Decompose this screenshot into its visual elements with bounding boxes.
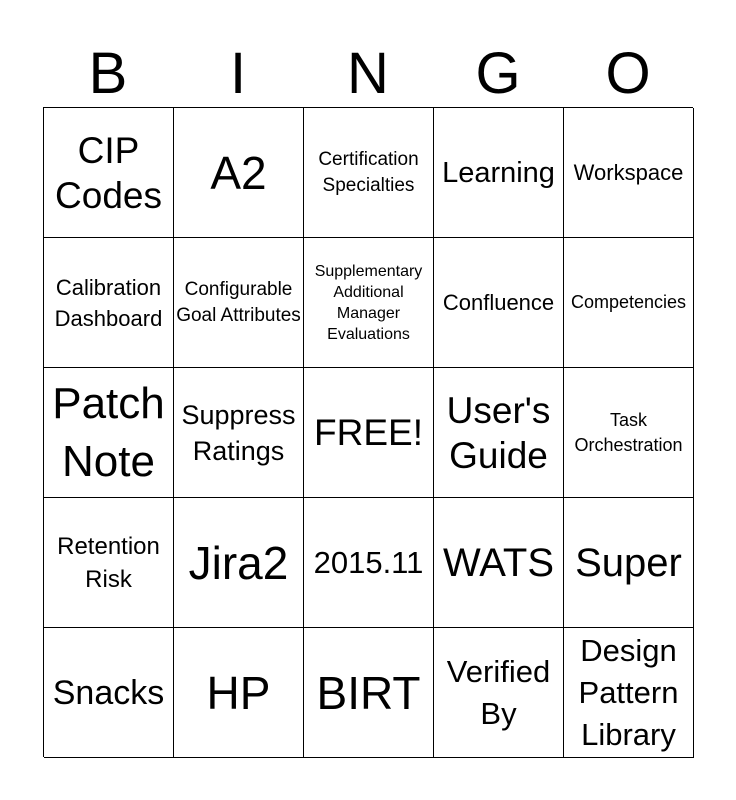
bingo-cell[interactable] <box>44 498 174 628</box>
cell-text: Design Pattern Library <box>578 632 679 752</box>
bingo-cell[interactable] <box>44 108 174 238</box>
bingo-cell[interactable] <box>44 238 174 368</box>
bingo-cell[interactable] <box>304 498 434 628</box>
bingo-cell[interactable] <box>174 108 304 238</box>
cell-text: Configurable Goal Attributes <box>176 278 301 326</box>
bingo-cell[interactable] <box>434 628 564 758</box>
cell-text: HP <box>206 666 271 719</box>
bingo-cell[interactable] <box>564 368 694 498</box>
bingo-header <box>43 40 693 108</box>
cell-text: BIRT <box>316 666 421 719</box>
cell-text: Super <box>575 540 682 585</box>
header-letter-n: N <box>347 41 389 106</box>
bingo-cell[interactable] <box>304 238 434 368</box>
cell-text: Retention Risk <box>57 532 160 593</box>
cell-text: Competencies <box>570 292 687 312</box>
cell-text: Jira2 <box>188 536 289 589</box>
bingo-cell[interactable] <box>304 108 434 238</box>
cell-text: Certification Specialties <box>318 148 419 196</box>
header-letter-o: O <box>605 41 651 106</box>
cell-text: Supplementary Additional Manager Evaluations <box>314 262 423 343</box>
bingo-cell[interactable] <box>564 238 694 368</box>
bingo-cell[interactable] <box>564 498 694 628</box>
cell-text: Task Orchestration <box>574 409 683 455</box>
cell-text: Learning <box>442 156 555 189</box>
bingo-cell[interactable] <box>564 108 694 238</box>
bingo-cell[interactable] <box>434 108 564 238</box>
bingo-cell[interactable] <box>564 628 694 758</box>
cell-text: WATS <box>442 540 555 585</box>
cell-text: User's Guide <box>446 389 551 476</box>
bingo-cell[interactable] <box>174 498 304 628</box>
cell-text: CIP Codes <box>55 129 162 216</box>
cell-text: Verified By <box>446 653 551 731</box>
cell-text: FREE! <box>314 412 423 453</box>
bingo-cell[interactable] <box>174 368 304 498</box>
bingo-cell[interactable] <box>44 628 174 758</box>
bingo-cell[interactable] <box>304 628 434 758</box>
bingo-cell[interactable] <box>44 368 174 498</box>
header-letter-b: B <box>88 41 128 106</box>
bingo-cell[interactable] <box>174 238 304 368</box>
cell-text: Patch Note <box>52 378 165 486</box>
header-letter-i: I <box>229 41 247 106</box>
bingo-cell[interactable] <box>434 368 564 498</box>
cell-text: 2015.11 <box>313 544 424 580</box>
cell-text: Suppress Ratings <box>181 399 296 466</box>
cell-text: Workspace <box>573 160 684 185</box>
cell-text: Snacks <box>52 673 165 712</box>
bingo-cell[interactable] <box>434 238 564 368</box>
bingo-grid <box>43 107 693 757</box>
cell-text: A2 <box>210 146 267 199</box>
bingo-cell[interactable] <box>434 498 564 628</box>
bingo-cell[interactable] <box>304 368 434 498</box>
cell-text: Calibration Dashboard <box>54 274 163 331</box>
header-letter-g: G <box>475 41 521 106</box>
cell-text: Confluence <box>442 290 555 315</box>
bingo-cell[interactable] <box>174 628 304 758</box>
